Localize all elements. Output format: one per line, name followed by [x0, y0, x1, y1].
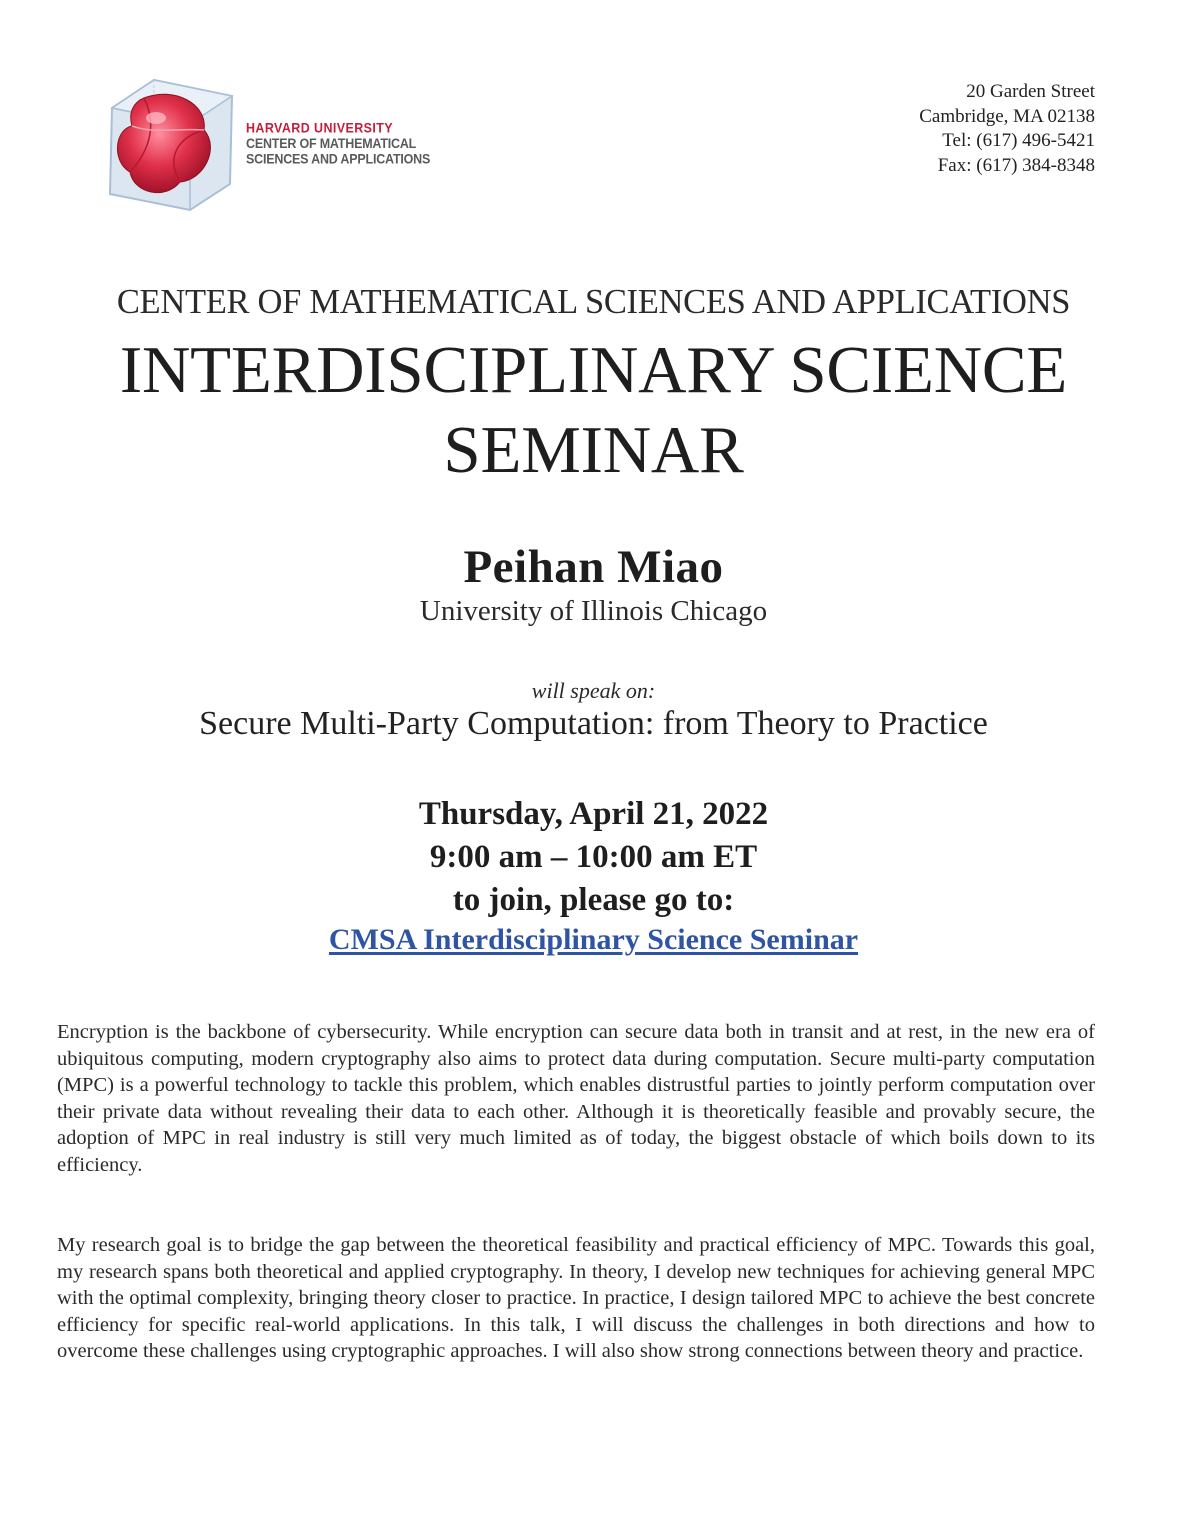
address-tel: Tel: (617) 496-5421: [942, 130, 1095, 151]
address-fax: Fax: (617) 384-8348: [937, 154, 1095, 176]
join-instructions: to join, please go to:: [452, 882, 735, 918]
seminar-link[interactable]: CMSA Interdisciplinary Science Seminar: [328, 923, 859, 956]
logo-center-line1: CENTER OF MATHEMATICAL: [246, 135, 417, 152]
seminar-title-line1: INTERDISCIPLINARY SCIENCE: [119, 333, 1068, 407]
seminar-title: [0, 330, 1187, 490]
address-block: [919, 80, 1095, 178]
event-date: Thursday, April 21, 2022: [418, 796, 769, 832]
join-link-row: [0, 923, 1187, 957]
red-geometric-shape-in-cube-icon: [104, 78, 238, 212]
seminar-title-line2: SEMINAR: [443, 413, 744, 487]
abstract-paragraph-1: Encryption is the backbone of cybersecurity. While encryption can secure data both in transit and at rest, in the new era of ubiquitous computing, modern cryptography also aims to protect data during computation. Secure multi-party computation (MPC) is a powerful technology to tackle this problem, which enables distrustful parties to jointly perform computation over their private data without revealing their data to each other. Although it is theoretically feasible and provably secure, the adoption of MPC in real industry is still very much limited as of today, the biggest obstacle of which boils down to its efficiency.: [57, 1021, 1095, 1176]
talk-intro: will speak on:: [531, 678, 656, 703]
address-city: Cambridge, MA 02138: [919, 105, 1095, 127]
cmsa-logo: [104, 78, 431, 212]
logo-university: HARVARD UNIVERSITY: [246, 120, 394, 136]
abstract-paragraph-2: My research goal is to bridge the gap between the theoretical feasibility and practical efficiency of MPC. Towards this goal, my research spans both theoretical and applied cryptography. In theory, I develop new techniques for achieving general MPC with the optimal complexity, bringing theory closer to practice. In practice, I design tailored MPC to achieve the best concrete efficiency for specific real-world applications. In this talk, I will discuss the challenges in both directions and how to overcome these challenges using cryptographic approaches. I will also show strong connections between theory and practice.: [57, 1234, 1095, 1362]
org-name: CENTER OF MATHEMATICAL SCIENCES AND APPLICATIONS: [116, 283, 1071, 321]
logo-wordmark: [246, 120, 430, 167]
talk-title: Secure Multi-Party Computation: from Theory to Practice: [199, 705, 988, 742]
event-time: 9:00 am – 10:00 am ET: [429, 839, 758, 875]
speaker-affiliation: University of Illinois Chicago: [419, 595, 768, 627]
address-street: 20 Garden Street: [966, 81, 1095, 102]
speaker-name: Peihan Miao: [463, 541, 724, 593]
logo-center-line2: SCIENCES AND APPLICATIONS: [246, 151, 431, 168]
